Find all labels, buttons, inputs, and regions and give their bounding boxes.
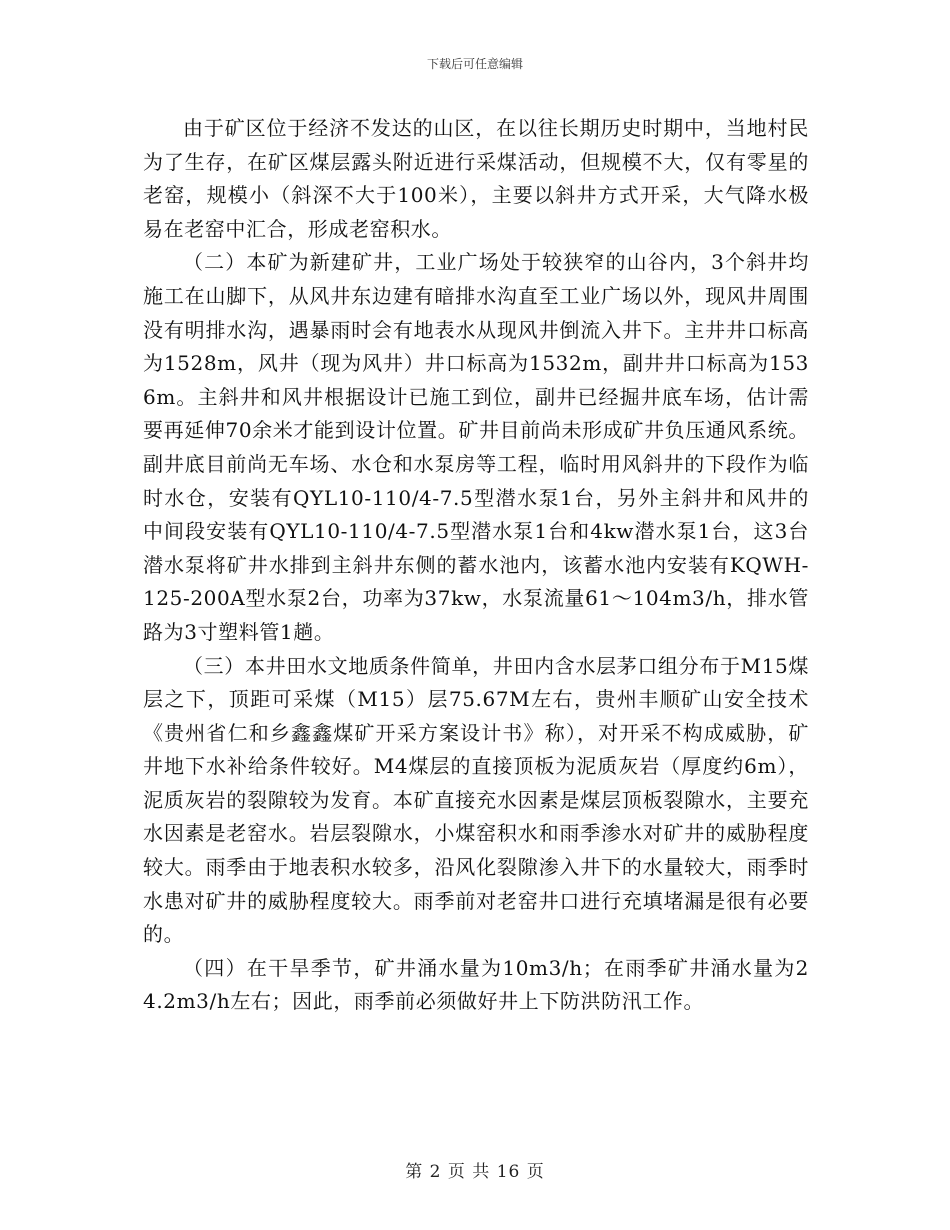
document-body xyxy=(143,112,809,1019)
paragraph-3: （三）本井田水文地质条件简单，井田内含水层茅口组分布于M15煤层之下，顶距可采煤（M15）层75.67M左右，贵州丰顺矿山安全技术《贵州省仁和乡鑫鑫煤矿开采方案设计书》称），对开采不构成威胁，矿井地下水补给条件较好。M4煤层的直接顶板为泥质灰岩（厚度约6m），泥质灰岩的裂隙较为发育。本矿直接充水因素是煤层顶板裂隙水，主要充水因素是老窑水。岩层裂隙水，小煤窑积水和雨季渗水对矿井的威胁程度较大。雨季由于地表积水较多，沿风化裂隙渗入井下的水量较大，雨季时水患对矿井的威胁程度较大。雨季前对老窑井口进行充填堵漏是很有必要的。 xyxy=(143,653,809,947)
paragraph-4: （四）在干旱季节，矿井涌水量为10m3/h；在雨季矿井涌水量为24.2m3/h左右；因此，雨季前必须做好井上下防洪防汛工作。 xyxy=(143,955,809,1014)
page-number-footer: 第 2 页 共 16 页 xyxy=(405,1162,545,1182)
paragraph-2: （二）本矿为新建矿井，工业广场处于较狭窄的山谷内，3个斜井均施工在山脚下，从风井东边建有暗排水沟直至工业广场以外，现风井周围没有明排水沟，遇暴雨时会有地表水从现风井倒流入井下。主井井口标高为1528m，风井（现为风井）井口标高为1532m，副井井口标高为1536m。主斜井和风井根据设计已施工到位，副井已经掘井底车场，估计需要再延伸70余米才能到设计位置。矿井目前尚未形成矿井负压通风系统。副井底目前尚无车场、水仓和水泵房等工程，临时用风斜井的下段作为临时水仓，安装有QYL10-110/4-7.5型潜水泵1台，另外主斜井和风井的中间段安装有QYL10-110/4-7.5型潜水泵1台和4kw潜水泵1台，这3台潜水泵将矿井水排到主斜井东侧的蓄水池内，该蓄水池内安装有KQWH-125-200A型水泵2台，功率为37kw，水泵流量61～104m3/h，排水管路为3寸塑料管1趟。 xyxy=(143,250,809,644)
header-note: 下载后可任意编辑 xyxy=(426,57,523,71)
paragraph-1: 由于矿区位于经济不发达的山区，在以往长期历史时期中，当地村民为了生存，在矿区煤层露头附近进行采煤活动，但规模不大，仅有零星的老窑，规模小（斜深不大于100米），主要以斜井方式开采，大气降水极易在老窑中汇合，形成老窑积水。 xyxy=(143,116,809,241)
